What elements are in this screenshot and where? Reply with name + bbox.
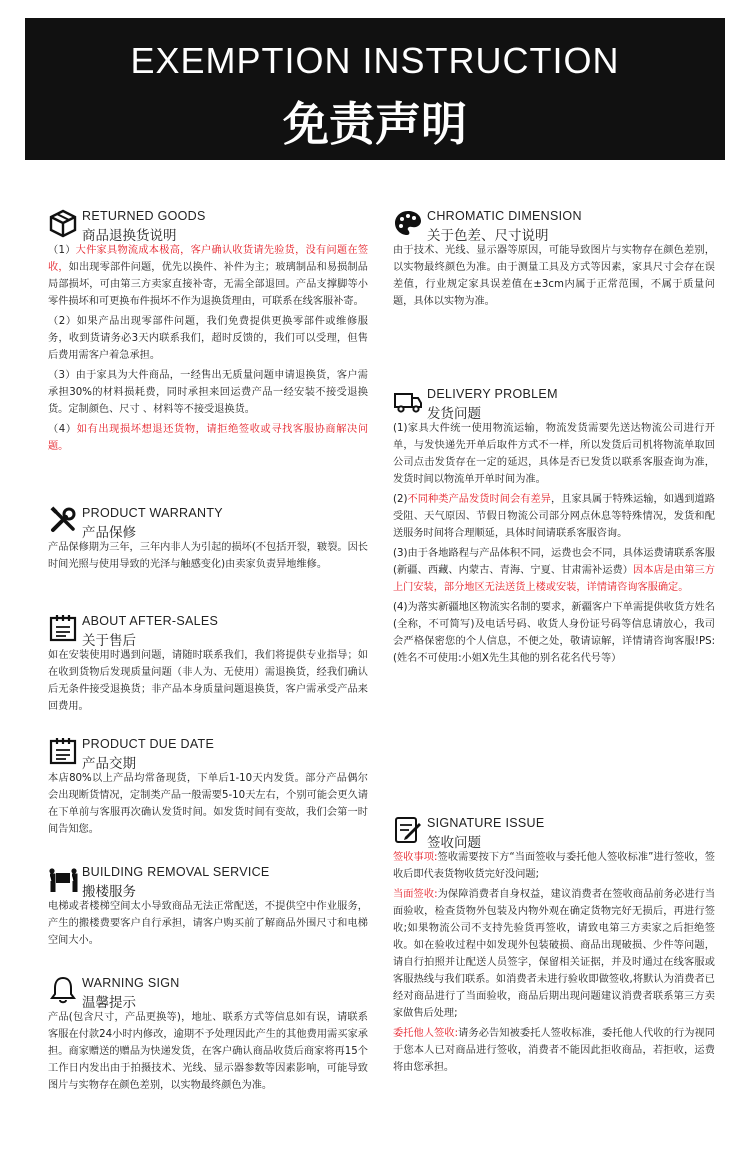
calendar-icon: [48, 613, 78, 643]
paragraph: 签收事项:签收需要按下方“当面签收与委托他人签收标准”进行签收，签收后即代表货物收货完好没问题;: [393, 852, 715, 880]
tools-icon: [48, 505, 78, 535]
palette-icon: [393, 208, 423, 238]
banner-title-cn: 免责声明: [283, 97, 467, 151]
calendar-icon: [48, 736, 78, 766]
section-title-cn: 产品交期: [82, 756, 136, 772]
section-title-en: SIGNATURE ISSUE: [427, 816, 545, 830]
section-title-en: CHROMATIC DIMENSION: [427, 209, 582, 223]
section-body: [48, 1009, 368, 1094]
section-delivery: [393, 386, 715, 670]
section-title-en: BUILDING REMOVAL SERVICE: [82, 865, 270, 879]
section-title-en: WARNING SIGN: [82, 976, 180, 990]
section-signature: [393, 815, 715, 1079]
paragraph: 当面签收:为保障消费者自身权益，建议消费者在签收商品前务必进行当面验收，检查货物外包装及内物外观在确定货物完好无损后，再进行签收;如果物流公司不支持先验货再签收，请致电第三方卖家之后拒绝签收。如在验收过程中如发现外包装破损、商品出现破损、少件等问题，请自行拍照并让配送人员签字，保留相关证据，并及时通过在线客服或客服热线与我们联系。如消费者未进行验收即做签收,将默认为消费者已经对商品进行了当面验收，商品后期出现问题建议消费者联系第三方卖家做售后处理;: [393, 889, 716, 1019]
section-body: [393, 242, 715, 310]
paragraph: （4）如有出现损坏想退还货物，请拒绝签收或寻找客服协商解决问题。: [48, 424, 369, 452]
banner: [25, 18, 725, 160]
section-title-cn: 关于售后: [82, 633, 136, 649]
paragraph: 产品(包含尺寸，产品更换等)，地址、联系方式等信息如有误，请联系客服在付款24小时内修改，逾期不予处理因此产生的其他费用需买家承担。商家赠送的赠品为快递发货，在客户确认商品收货后商家将再15个工作日内发出由于拍摄技术、光线、显示器参数等因素影响，可能导致图片与实物存在颜色差别，以实物最终颜色为准。: [48, 1012, 368, 1091]
section-body: [48, 770, 368, 838]
section-chromatic: [393, 208, 715, 313]
section-title-cn: 商品退换货说明: [82, 228, 177, 244]
section-title-cn: 发货问题: [427, 406, 481, 422]
section-body: [48, 539, 368, 573]
section-title-en: RETURNED GOODS: [82, 209, 206, 223]
paragraph: 委托他人签收:请务必告知被委托人签收标准，委托他人代收的行为视同于您本人已对商品进行签收，消费者不能因此拒收商品，若拒收，运费将由您承担。: [393, 1028, 715, 1073]
section-title-en: PRODUCT DUE DATE: [82, 737, 215, 751]
section-product-warranty: [48, 505, 368, 576]
section-title-cn: 搬楼服务: [82, 884, 136, 900]
section-due-date: [48, 736, 368, 841]
section-body: [393, 849, 715, 1076]
paragraph: （1）大件家具物流成本极高，客户确认收货请先验货，没有问题在签收，如出现零部件问题，优先以换件、补件为主；玻璃制品和易损制品局部损坏，可由第三方卖家直接补寄，无需全部退回。产品支撑脚等小零件损坏和可更换布件损坏不作为退换货理由，可联系在线客服补寄。: [48, 245, 369, 307]
paragraph: (3)由于各地路程与产品体积不同，运费也会不同，具体运费请联系客服(新疆、西藏、内蒙古、青海、宁夏、甘肃需补运费）因本店是由第三方上门安装，部分地区无法送货上楼或安装，详情请咨询客服确定。: [393, 548, 715, 593]
section-title-en: ABOUT AFTER-SALES: [82, 614, 219, 628]
section-returned-goods: [48, 208, 368, 458]
bell-icon: [48, 975, 78, 1005]
banner-title-en: EXEMPTION INSTRUCTION: [130, 40, 620, 81]
section-title-cn: 温馨提示: [82, 995, 136, 1011]
box-icon: [48, 208, 78, 238]
paragraph: 由于技术、光线、显示器等原因，可能导致图片与实物存在颜色差别，以实物最终颜色为准。由于测量工具及方式等因素，家具尺寸会存在误差值，行业规定家具误差值在±3cm内属于正常范围，不属于质量问题，具体以实物为准。: [393, 245, 715, 307]
section-body: [48, 242, 368, 455]
truck-icon: [393, 386, 423, 416]
section-after-sales: [48, 613, 368, 718]
section-title-en: PRODUCT WARRANTY: [82, 506, 223, 520]
paragraph: （2）如果产品出现零部件问题，我们免费提供更换零部件或维修服务，收到货请务必3天内联系我们，超时反馈的，我们可以受理，但售后费用需客户着急承担。: [48, 316, 368, 361]
paragraph: （3）由于家具为大件商品，一经售出无质量问题申请退换货，客户需承担30%的材料损耗费，同时承担来回运费产品一经安装不接受退换货。定制颜色、尺寸 、材料等不接受退换货。: [48, 370, 368, 415]
section-body: [393, 420, 715, 667]
section-title-cn: 产品保修: [82, 525, 136, 541]
section-warning-sign: [48, 975, 368, 1097]
paragraph: (2)不同种类产品发货时间会有差异，且家具属于特殊运输，如遇到道路受阻、天气原因、节假日物流公司部分网点休息等特殊情况，发货和配送服务时间将合理顺延，具体时间请联系客服咨询。: [393, 494, 715, 539]
paragraph: 产品保修期为三年，三年内非人为引起的损坏(不包括开裂，皲裂。因长时间光照与使用导致的光泽与触感变化)由卖家负责异地维修。: [48, 542, 368, 570]
signature-icon: [393, 815, 423, 845]
section-body: [48, 647, 368, 715]
paragraph: (1)家具大件统一使用物流运输，物流发货需要先送达物流公司进行开单，与发快递先开单后取件方式不一样，所以发货后司机将物流单取回公司点击发货存在一定的延迟，具体是否已发货以联系客服查询为准，发货时间以物流单开单时间为准。: [393, 423, 715, 485]
movers-icon: [48, 864, 78, 894]
section-body: [48, 898, 368, 949]
section-title-cn: 关于色差、尺寸说明: [427, 228, 549, 244]
section-title-cn: 签收问题: [427, 835, 481, 851]
paragraph: 本店80%以上产品均常备现货，下单后1-10天内发货。部分产品偶尔会出现断货情况，定制类产品一般需要5-10天左右，个别可能会更久请在下单前与客服再次确认发货时间。如发货时间有变故，我们会第一时间告知您。: [48, 773, 368, 835]
section-building-removal: [48, 864, 368, 952]
paragraph: (4)为落实新疆地区物流实名制的要求，新疆客户下单需提供收货方姓名(全称，不可简写)及电话号码、收货人身份证号码等信息请放心，我司会严格保密您的个人信息，不便之处，敬请谅解，详情请咨询客服!PS:(姓名不可使用:小姐X先生其他的别名花名代号等）: [393, 602, 715, 664]
paragraph: 如在安装使用时遇到问题，请随时联系我们，我们将提供专业指导；如在收到货物后发现质量问题（非人为、无使用）需退换货，经我们确认后无条件接受退换货；非产品本身质量问题退换货，客户需承受产品来回费用。: [48, 650, 368, 712]
section-title-en: DELIVERY PROBLEM: [427, 387, 558, 401]
paragraph: 电梯或者楼梯空间太小导致商品无法正常配送，不提供空中作业服务，产生的搬楼费要客户自行承担，请客户购买前了解商品外围尺寸和电梯空间大小。: [48, 901, 368, 946]
